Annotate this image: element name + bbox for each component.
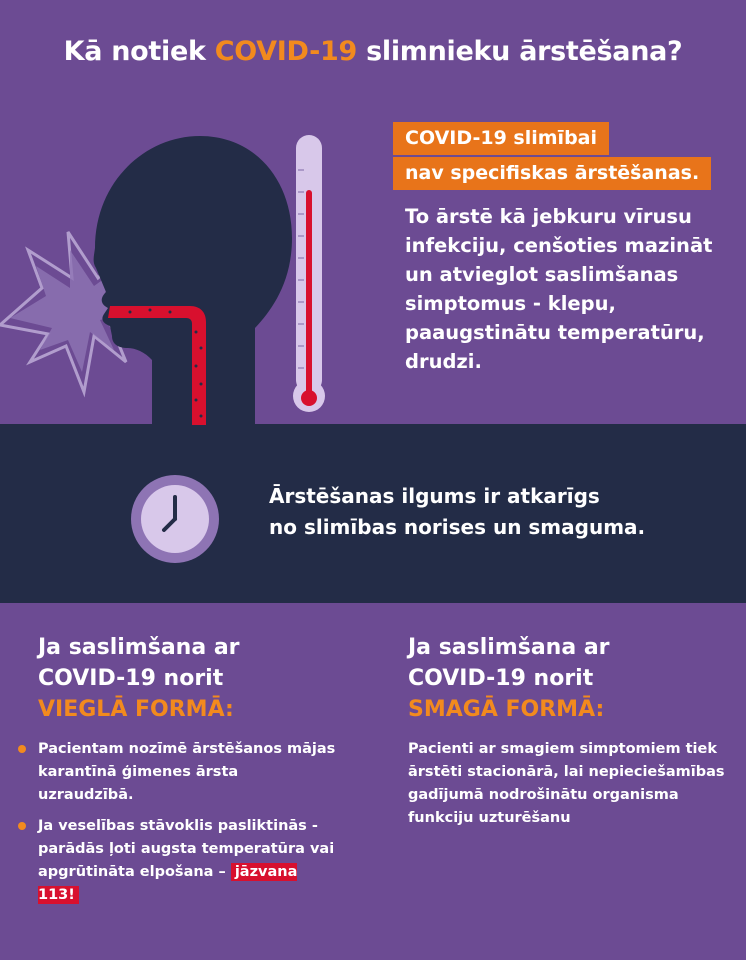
- severe-description: Pacienti ar smagiem simptomiem tiek ārstēti stacionārā, lai nepieciešamības gadījumā nodrošinātu organisma funkciju uzturēšanu: [408, 741, 725, 826]
- mild-heading: [38, 632, 338, 725]
- mild-heading-line1: Ja saslimšana ar: [38, 635, 240, 660]
- title-after: slimnieku ārstēšana?: [357, 36, 683, 67]
- page-title: [0, 36, 746, 67]
- severe-heading-line1: Ja saslimšana ar: [408, 635, 610, 660]
- duration-line1: Ārstēšanas ilgums ir atkarīgs: [269, 484, 600, 508]
- bullet-dot-icon: [18, 745, 26, 753]
- mild-bullet-list: [18, 738, 338, 915]
- title-before: Kā notiek: [63, 36, 215, 67]
- severe-heading: [408, 632, 708, 725]
- mild-form-label: VIEGLĀ FORMĀ:: [38, 697, 234, 722]
- thermometer-icon: [293, 135, 325, 412]
- severe-heading-line2: COVID-19 norit: [408, 666, 594, 691]
- mild-bullet2-text: Ja veselības stāvoklis pasliktinās - parādās ļoti augsta temperatūra vai apgrūtināta elpošana –: [38, 818, 335, 880]
- mild-heading-line2: COVID-19 norit: [38, 666, 224, 691]
- duration-line2: no slimības norises un smaguma.: [269, 515, 646, 539]
- clock-icon: [126, 470, 224, 568]
- person-head-silhouette-icon: [94, 136, 292, 425]
- intro-text: To ārstē kā jebkuru vīrusu infekciju, cenšoties mazināt un atvieglot saslimšanas simptomus - klepu, paaugstinātu temperatūru, drudzi.: [405, 205, 713, 373]
- severe-form-label: SMAGĀ FORMĀ:: [408, 697, 605, 722]
- no-treatment-tag-line2: nav specifiskas ārstēšanas.: [393, 157, 711, 190]
- emergency-call-alert: jāzvana 113!: [38, 864, 298, 903]
- bullet-dot-icon: [18, 822, 26, 830]
- list-item: [18, 815, 338, 907]
- duration-text: [269, 481, 729, 543]
- mild-bullet1-text: Pacientam nozīmē ārstēšanos mājas karantīnā ģimenes ārsta uzraudzībā.: [38, 741, 336, 803]
- title-accent: COVID-19: [214, 36, 358, 67]
- no-treatment-tag-line1: COVID-19 slimībai: [393, 122, 609, 155]
- list-item: [18, 738, 338, 807]
